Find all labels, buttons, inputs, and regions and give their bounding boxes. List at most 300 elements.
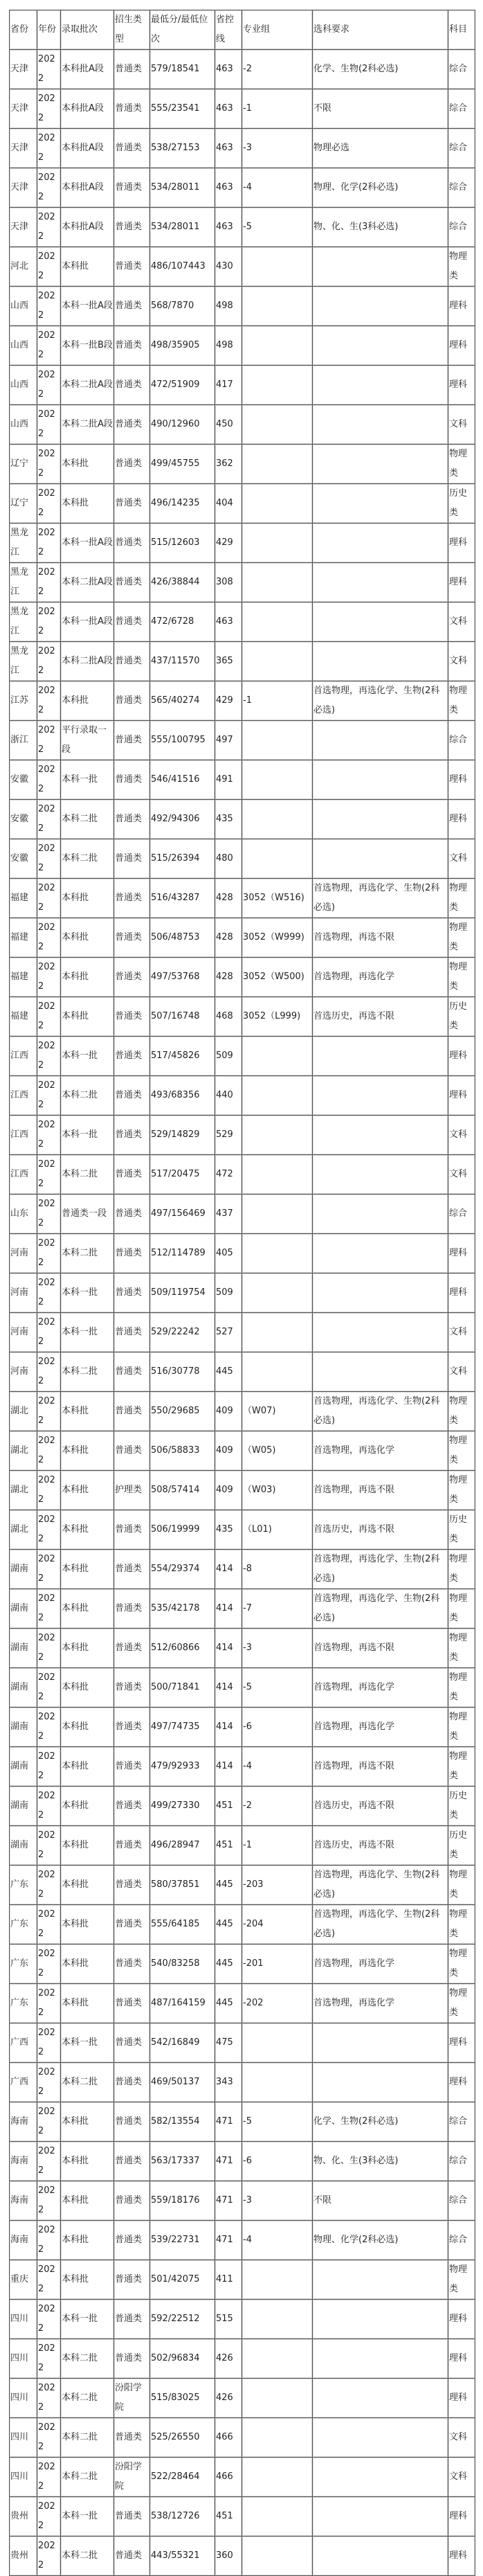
table-row [10, 958, 475, 997]
cell-year: 2022 [37, 2221, 61, 2260]
cell-subject-requirement: 首选物理，再选化学、生物(2科必选) [313, 1866, 448, 1905]
cell-major-group: -4 [242, 1747, 313, 1787]
cell-enroll-type: 普通类 [114, 800, 150, 839]
cell-province: 广东 [10, 1905, 37, 1944]
cell-control-line: 445 [215, 1866, 242, 1905]
cell-year: 2022 [37, 602, 61, 642]
cell-min-score-rank: 472/6728 [150, 602, 215, 642]
cell-batch: 本科二批 [61, 2537, 114, 2576]
cell-year: 2022 [37, 1708, 61, 1747]
cell-province: 湖南 [10, 1747, 37, 1787]
cell-year: 2022 [37, 484, 61, 524]
cell-batch: 本科二批A段 [61, 405, 114, 445]
cell-subject: 理科 [448, 287, 475, 326]
table-row [10, 1313, 475, 1352]
cell-enroll-type: 普通类 [114, 1037, 150, 1076]
cell-subject: 物理类 [448, 958, 475, 997]
cell-control-line: 404 [215, 484, 242, 524]
cell-min-score-rank: 563/17337 [150, 2142, 215, 2181]
cell-min-score-rank: 506/58833 [150, 1431, 215, 1471]
cell-batch: 本科二批 [61, 1155, 114, 1195]
cell-subject: 综合 [448, 129, 475, 168]
cell-major-group: -8 [242, 1550, 313, 1589]
cell-year: 2022 [37, 2142, 61, 2181]
cell-control-line: 472 [215, 1155, 242, 1195]
cell-subject-requirement [313, 721, 448, 760]
table-row [10, 1116, 475, 1155]
cell-year: 2022 [37, 1747, 61, 1787]
cell-min-score-rank: 499/45755 [150, 445, 215, 484]
cell-subject: 综合 [448, 2102, 475, 2142]
cell-major-group [242, 721, 313, 760]
table-row [10, 602, 475, 642]
cell-min-score-rank: 508/57414 [150, 1471, 215, 1510]
cell-year: 2022 [37, 997, 61, 1037]
cell-province: 四川 [10, 2418, 37, 2458]
cell-enroll-type: 普通类 [114, 642, 150, 681]
cell-batch: 本科一批A段 [61, 602, 114, 642]
cell-subject-requirement [313, 1155, 448, 1195]
table-row [10, 1944, 475, 1984]
cell-major-group: -201 [242, 1944, 313, 1984]
cell-province: 广东 [10, 1984, 37, 2023]
cell-subject-requirement: 首选物理，再选化学 [313, 1944, 448, 1984]
table-row [10, 287, 475, 326]
cell-batch: 本科一批 [61, 1116, 114, 1155]
cell-province: 四川 [10, 2379, 37, 2418]
cell-major-group [242, 1195, 313, 1234]
cell-batch: 本科二批 [61, 839, 114, 879]
cell-control-line: 435 [215, 1510, 242, 1550]
cell-enroll-type: 普通类 [114, 1629, 150, 1668]
cell-batch: 本科批 [61, 1905, 114, 1944]
cell-province: 黑龙江 [10, 563, 37, 602]
cell-major-group [242, 1116, 313, 1155]
cell-year: 2022 [37, 405, 61, 445]
cell-province: 福建 [10, 997, 37, 1037]
cell-enroll-type: 普通类 [114, 247, 150, 287]
cell-control-line: 405 [215, 1234, 242, 1273]
cell-year: 2022 [37, 208, 61, 247]
cell-major-group: -6 [242, 2142, 313, 2181]
cell-batch: 本科二批 [61, 2418, 114, 2458]
cell-min-score-rank: 535/42178 [150, 1589, 215, 1629]
cell-enroll-type: 普通类 [114, 1392, 150, 1431]
cell-year: 2022 [37, 168, 61, 208]
cell-enroll-type: 普通类 [114, 168, 150, 208]
cell-subject: 物理类 [448, 1550, 475, 1589]
cell-subject-requirement [313, 405, 448, 445]
table-row [10, 681, 475, 721]
cell-batch: 本科一批B段 [61, 326, 114, 366]
table-row [10, 1747, 475, 1787]
cell-province: 河南 [10, 1352, 37, 1392]
cell-province: 湖南 [10, 1668, 37, 1708]
cell-enroll-type: 普通类 [114, 2537, 150, 2576]
cell-enroll-type: 普通类 [114, 1708, 150, 1747]
cell-year: 2022 [37, 2023, 61, 2063]
cell-batch: 本科批 [61, 1708, 114, 1747]
cell-major-group: -1 [242, 681, 313, 721]
cell-year: 2022 [37, 1984, 61, 2023]
cell-year: 2022 [37, 2379, 61, 2418]
cell-control-line: 498 [215, 326, 242, 366]
cell-enroll-type: 汾阳学院 [114, 2458, 150, 2497]
cell-year: 2022 [37, 1944, 61, 1984]
cell-subject-requirement [313, 287, 448, 326]
cell-subject-requirement [313, 1273, 448, 1313]
cell-province: 山西 [10, 326, 37, 366]
table-row [10, 1550, 475, 1589]
cell-min-score-rank: 592/22512 [150, 2300, 215, 2339]
cell-subject: 综合 [448, 208, 475, 247]
cell-major-group [242, 366, 313, 405]
cell-major-group [242, 2260, 313, 2300]
cell-min-score-rank: 497/74735 [150, 1708, 215, 1747]
cell-enroll-type: 普通类 [114, 1747, 150, 1787]
cell-subject: 物理类 [448, 1984, 475, 2023]
cell-year: 2022 [37, 918, 61, 958]
cell-min-score-rank: 515/12603 [150, 524, 215, 563]
cell-control-line: 426 [215, 2339, 242, 2379]
cell-major-group [242, 2458, 313, 2497]
cell-year: 2022 [37, 1787, 61, 1826]
cell-control-line: 491 [215, 760, 242, 800]
cell-province: 广东 [10, 1944, 37, 1984]
cell-major-group [242, 2339, 313, 2379]
cell-enroll-type: 普通类 [114, 2102, 150, 2142]
cell-min-score-rank: 517/45826 [150, 1037, 215, 1076]
cell-major-group [242, 524, 313, 563]
cell-year: 2022 [37, 642, 61, 681]
cell-year: 2022 [37, 1313, 61, 1352]
cell-province: 山西 [10, 366, 37, 405]
cell-control-line: 463 [215, 50, 242, 89]
cell-subject: 综合 [448, 2142, 475, 2181]
cell-enroll-type: 普通类 [114, 760, 150, 800]
cell-subject-requirement: 化学、生物(2科必选) [313, 2102, 448, 2142]
cell-subject-requirement [313, 1313, 448, 1352]
cell-subject: 历史类 [448, 1826, 475, 1866]
cell-major-group [242, 247, 313, 287]
cell-major-group [242, 2063, 313, 2102]
cell-control-line: 440 [215, 1076, 242, 1116]
cell-batch: 普通类一段 [61, 1195, 114, 1234]
table-row [10, 1905, 475, 1944]
cell-control-line: 471 [215, 2142, 242, 2181]
cell-enroll-type: 护理类 [114, 1471, 150, 1510]
table-row [10, 2339, 475, 2379]
cell-province: 广西 [10, 2023, 37, 2063]
cell-enroll-type: 普通类 [114, 2181, 150, 2221]
cell-major-group: （W07) [242, 1392, 313, 1431]
cell-control-line: 509 [215, 1037, 242, 1076]
header-control-line: 省控线 [215, 10, 242, 50]
cell-province: 天津 [10, 168, 37, 208]
cell-year: 2022 [37, 800, 61, 839]
cell-enroll-type: 普通类 [114, 89, 150, 129]
cell-subject: 理科 [448, 2537, 475, 2576]
cell-enroll-type: 普通类 [114, 2221, 150, 2260]
cell-major-group [242, 326, 313, 366]
table-row [10, 1037, 475, 1076]
cell-major-group [242, 405, 313, 445]
cell-year: 2022 [37, 1668, 61, 1708]
cell-enroll-type: 普通类 [114, 1431, 150, 1471]
cell-year: 2022 [37, 2102, 61, 2142]
cell-subject-requirement: 不限 [313, 2181, 448, 2221]
cell-subject-requirement [313, 445, 448, 484]
cell-subject-requirement [313, 1234, 448, 1273]
cell-enroll-type: 普通类 [114, 1352, 150, 1392]
cell-major-group [242, 1234, 313, 1273]
cell-major-group: -4 [242, 2221, 313, 2260]
table-row [10, 563, 475, 602]
cell-control-line: 430 [215, 247, 242, 287]
cell-year: 2022 [37, 2300, 61, 2339]
cell-subject-requirement: 首选物理，再选不限 [313, 1747, 448, 1787]
cell-major-group [242, 1155, 313, 1195]
cell-min-score-rank: 500/71841 [150, 1668, 215, 1708]
cell-subject-requirement: 首选物理，再选不限 [313, 1629, 448, 1668]
cell-enroll-type: 普通类 [114, 1313, 150, 1352]
cell-batch: 本科批 [61, 997, 114, 1037]
cell-batch: 本科批 [61, 1984, 114, 2023]
cell-batch: 本科二批 [61, 1352, 114, 1392]
cell-major-group [242, 2300, 313, 2339]
cell-batch: 本科一批 [61, 1313, 114, 1352]
cell-subject-requirement: 物理、化学(2科必选) [313, 2221, 448, 2260]
cell-subject: 物理类 [448, 1629, 475, 1668]
cell-major-group: -6 [242, 1708, 313, 1747]
cell-enroll-type: 普通类 [114, 484, 150, 524]
cell-subject: 文科 [448, 1352, 475, 1392]
table-row [10, 168, 475, 208]
cell-province: 海南 [10, 2221, 37, 2260]
cell-subject: 物理类 [448, 1668, 475, 1708]
cell-year: 2022 [37, 2458, 61, 2497]
cell-major-group: （W03) [242, 1471, 313, 1510]
cell-enroll-type: 普通类 [114, 50, 150, 89]
cell-province: 湖北 [10, 1510, 37, 1550]
cell-enroll-type: 普通类 [114, 721, 150, 760]
table-row [10, 405, 475, 445]
cell-subject: 物理类 [448, 1944, 475, 1984]
cell-year: 2022 [37, 129, 61, 168]
cell-enroll-type: 普通类 [114, 1155, 150, 1195]
cell-year: 2022 [37, 1589, 61, 1629]
cell-min-score-rank: 506/19999 [150, 1510, 215, 1550]
cell-control-line: 450 [215, 405, 242, 445]
cell-subject-requirement [313, 1076, 448, 1116]
cell-min-score-rank: 529/22242 [150, 1313, 215, 1352]
table-row [10, 2300, 475, 2339]
cell-control-line: 498 [215, 287, 242, 326]
cell-batch: 本科批 [61, 2142, 114, 2181]
cell-batch: 本科批 [61, 1392, 114, 1431]
cell-subject-requirement [313, 602, 448, 642]
cell-province: 四川 [10, 2458, 37, 2497]
cell-control-line: 362 [215, 445, 242, 484]
table-row [10, 50, 475, 89]
cell-batch: 本科批 [61, 1826, 114, 1866]
cell-province: 安徽 [10, 800, 37, 839]
cell-batch: 本科批 [61, 247, 114, 287]
cell-subject-requirement: 首选物理，再选化学、生物(2科必选) [313, 681, 448, 721]
cell-subject: 理科 [448, 1076, 475, 1116]
cell-enroll-type: 普通类 [114, 879, 150, 918]
cell-subject: 物理类 [448, 1747, 475, 1787]
cell-province: 海南 [10, 2102, 37, 2142]
cell-subject-requirement: 物、化、生(3科必选) [313, 208, 448, 247]
cell-batch: 本科批A段 [61, 168, 114, 208]
cell-year: 2022 [37, 721, 61, 760]
cell-year: 2022 [37, 1866, 61, 1905]
cell-batch: 本科批 [61, 1550, 114, 1589]
cell-min-score-rank: 443/55321 [150, 2537, 215, 2576]
cell-enroll-type: 普通类 [114, 208, 150, 247]
cell-min-score-rank: 493/68356 [150, 1076, 215, 1116]
cell-control-line: 414 [215, 1708, 242, 1747]
table-row [10, 1471, 475, 1510]
cell-subject: 物理类 [448, 1866, 475, 1905]
cell-min-score-rank: 492/94306 [150, 800, 215, 839]
cell-province: 贵州 [10, 2497, 37, 2537]
cell-subject: 理科 [448, 1037, 475, 1076]
cell-year: 2022 [37, 2181, 61, 2221]
table-row [10, 642, 475, 681]
cell-subject: 理科 [448, 1273, 475, 1313]
cell-subject-requirement: 首选物理，再选化学、生物(2科必选) [313, 1589, 448, 1629]
cell-enroll-type: 普通类 [114, 1905, 150, 1944]
cell-major-group [242, 2023, 313, 2063]
cell-enroll-type: 普通类 [114, 2023, 150, 2063]
table-row [10, 1076, 475, 1116]
table-row [10, 1668, 475, 1708]
cell-subject: 物理类 [448, 2260, 475, 2300]
cell-major-group [242, 760, 313, 800]
cell-subject-requirement: 化学、生物(2科必选) [313, 50, 448, 89]
table-row [10, 997, 475, 1037]
cell-subject: 物理类 [448, 1708, 475, 1747]
cell-major-group: -204 [242, 1905, 313, 1944]
cell-province: 天津 [10, 129, 37, 168]
cell-subject: 理科 [448, 524, 475, 563]
cell-min-score-rank: 565/40274 [150, 681, 215, 721]
cell-province: 湖北 [10, 1431, 37, 1471]
header-subject: 科目 [448, 10, 475, 50]
cell-subject-requirement: 首选历史，再选不限 [313, 1787, 448, 1826]
cell-enroll-type: 普通类 [114, 563, 150, 602]
cell-min-score-rank: 538/12726 [150, 2497, 215, 2537]
cell-year: 2022 [37, 839, 61, 879]
cell-year: 2022 [37, 1155, 61, 1195]
cell-enroll-type: 普通类 [114, 1589, 150, 1629]
cell-batch: 本科批A段 [61, 50, 114, 89]
cell-batch: 本科批 [61, 1866, 114, 1905]
cell-control-line: 451 [215, 1787, 242, 1826]
header-batch: 录取批次 [61, 10, 114, 50]
cell-control-line: 429 [215, 681, 242, 721]
cell-control-line: 409 [215, 1471, 242, 1510]
cell-subject-requirement: 首选历史，再选不限 [313, 1826, 448, 1866]
cell-year: 2022 [37, 1905, 61, 1944]
cell-subject-requirement [313, 1037, 448, 1076]
cell-province: 福建 [10, 958, 37, 997]
cell-min-score-rank: 426/38844 [150, 563, 215, 602]
cell-subject: 物理类 [448, 1589, 475, 1629]
cell-province: 辽宁 [10, 445, 37, 484]
cell-min-score-rank: 437/11570 [150, 642, 215, 681]
cell-subject: 综合 [448, 89, 475, 129]
cell-major-group [242, 2537, 313, 2576]
cell-province: 安徽 [10, 760, 37, 800]
cell-batch: 平行录取一段 [61, 721, 114, 760]
cell-control-line: 471 [215, 2181, 242, 2221]
cell-min-score-rank: 555/64185 [150, 1905, 215, 1944]
cell-subject: 理科 [448, 800, 475, 839]
cell-year: 2022 [37, 524, 61, 563]
cell-min-score-rank: 516/43287 [150, 879, 215, 918]
cell-subject: 文科 [448, 1313, 475, 1352]
cell-subject: 综合 [448, 50, 475, 89]
cell-year: 2022 [37, 287, 61, 326]
cell-subject-requirement: 物理、化学(2科必选) [313, 168, 448, 208]
cell-province: 湖南 [10, 1826, 37, 1866]
table-row [10, 800, 475, 839]
cell-min-score-rank: 582/13554 [150, 2102, 215, 2142]
cell-subject-requirement: 首选历史，再选不限 [313, 997, 448, 1037]
cell-major-group: -202 [242, 1984, 313, 2023]
cell-batch: 本科批 [61, 1510, 114, 1550]
cell-batch: 本科批 [61, 1944, 114, 1984]
cell-control-line: 463 [215, 168, 242, 208]
table-row [10, 2181, 475, 2221]
cell-year: 2022 [37, 681, 61, 721]
cell-control-line: 471 [215, 2102, 242, 2142]
cell-province: 江西 [10, 1037, 37, 1076]
cell-subject: 物理类 [448, 1431, 475, 1471]
cell-control-line: 414 [215, 1668, 242, 1708]
cell-subject: 历史类 [448, 1787, 475, 1826]
cell-control-line: 515 [215, 2300, 242, 2339]
cell-year: 2022 [37, 1037, 61, 1076]
cell-province: 山西 [10, 287, 37, 326]
cell-subject-requirement: 首选物理，再选不限 [313, 1471, 448, 1510]
cell-enroll-type: 普通类 [114, 129, 150, 168]
cell-min-score-rank: 498/35905 [150, 326, 215, 366]
cell-enroll-type: 普通类 [114, 1866, 150, 1905]
table-row [10, 1273, 475, 1313]
cell-major-group: -4 [242, 168, 313, 208]
cell-subject-requirement [313, 524, 448, 563]
cell-control-line: 463 [215, 89, 242, 129]
cell-year: 2022 [37, 2063, 61, 2102]
cell-year: 2022 [37, 1116, 61, 1155]
cell-control-line: 414 [215, 1589, 242, 1629]
cell-subject: 理科 [448, 326, 475, 366]
cell-major-group: -1 [242, 89, 313, 129]
cell-subject-requirement: 首选物理，再选化学 [313, 1668, 448, 1708]
cell-min-score-rank: 472/51909 [150, 366, 215, 405]
cell-control-line: 428 [215, 958, 242, 997]
cell-enroll-type: 普通类 [114, 997, 150, 1037]
cell-enroll-type: 普通类 [114, 1116, 150, 1155]
table-row [10, 2142, 475, 2181]
cell-control-line: 414 [215, 1629, 242, 1668]
cell-subject-requirement [313, 2537, 448, 2576]
cell-min-score-rank: 490/12960 [150, 405, 215, 445]
